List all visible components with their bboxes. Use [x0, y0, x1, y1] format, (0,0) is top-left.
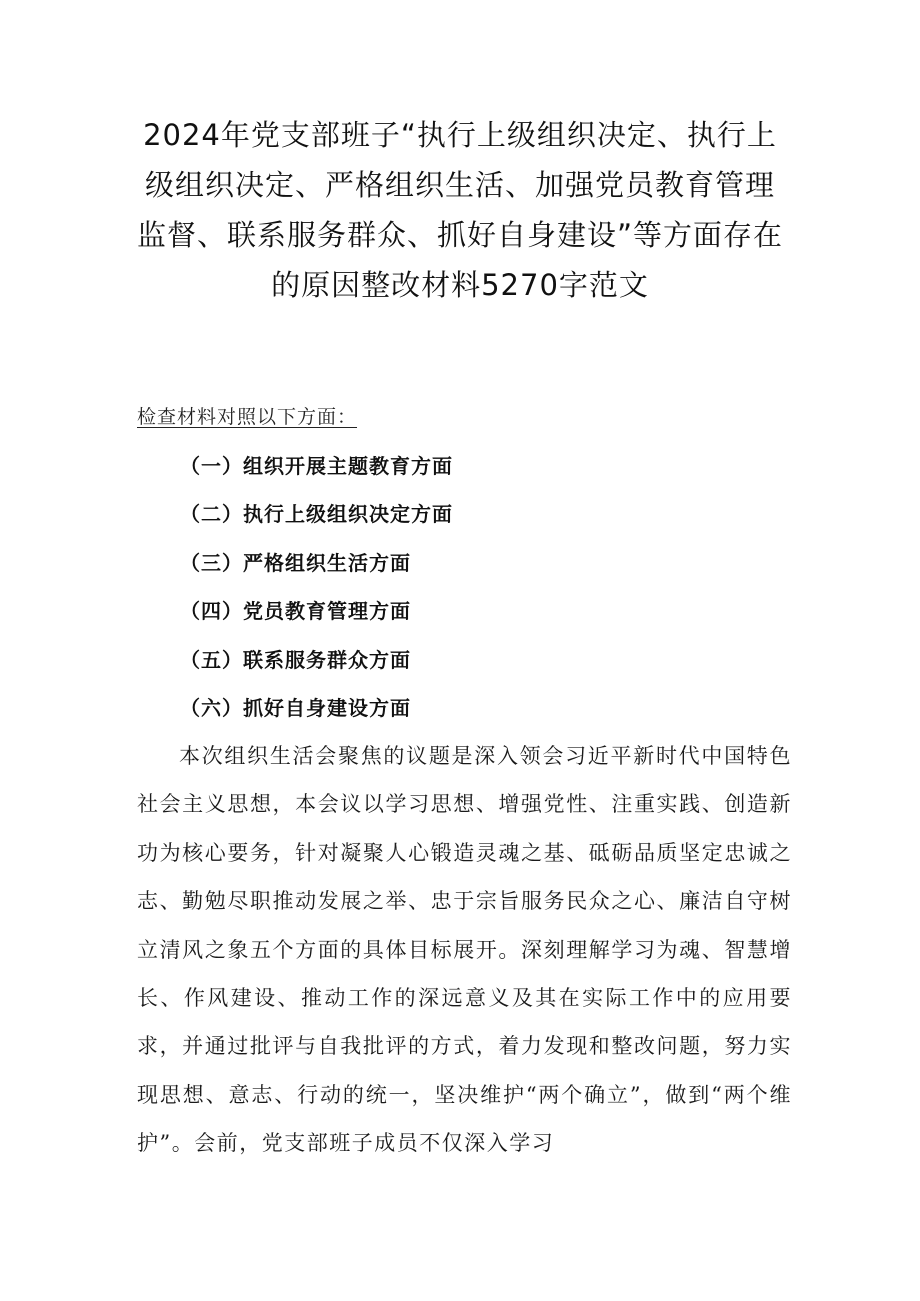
- aspect-item: （二）执行上级组织决定方面: [180, 502, 453, 527]
- body-paragraph: 本次组织生活会聚焦的议题是深入领会习近平新时代中国特色社会主义思想，本会议以学习思想、增强党性、注重实践、创造新功为核心要务，针对凝聚人心锻造灵魂之基、砥砺品质坚定忠诚之志、勤勉尽职推动发展之举、忠于宗旨服务民众之心、廉洁自守树立清风之象五个方面的具体目标展开。深刻理解学习为魂、智慧增长、作风建设、推动工作的深远意义及其在实际工作中的应用要求，并通过批评与自我批评的方式，着力发现和整改问题，努力实现思想、意志、行动的统一，坚决维护“两个确立”，做到“两个维护”。会前，党支部班子成员不仅深入学习: [137, 744, 792, 1156]
- aspect-item: （六）抓好自身建设方面: [180, 695, 411, 720]
- aspect-list: [180, 449, 453, 739]
- aspect-item: （四）党员教育管理方面: [180, 599, 411, 624]
- aspect-item: （三）严格组织生活方面: [180, 550, 411, 575]
- aspect-item: （五）联系服务群众方面: [180, 647, 411, 672]
- intro-line: 检查材料对照以下方面：: [137, 406, 358, 428]
- aspect-item: （一）组织开展主题教育方面: [180, 454, 453, 478]
- document-title: 2024年党支部班子“执行上级组织决定、执行上级组织决定、严格组织生活、加强党员教育管理监督、联系服务群众、抓好自身建设”等方面存在的原因整改材料5270字范文: [136, 118, 784, 302]
